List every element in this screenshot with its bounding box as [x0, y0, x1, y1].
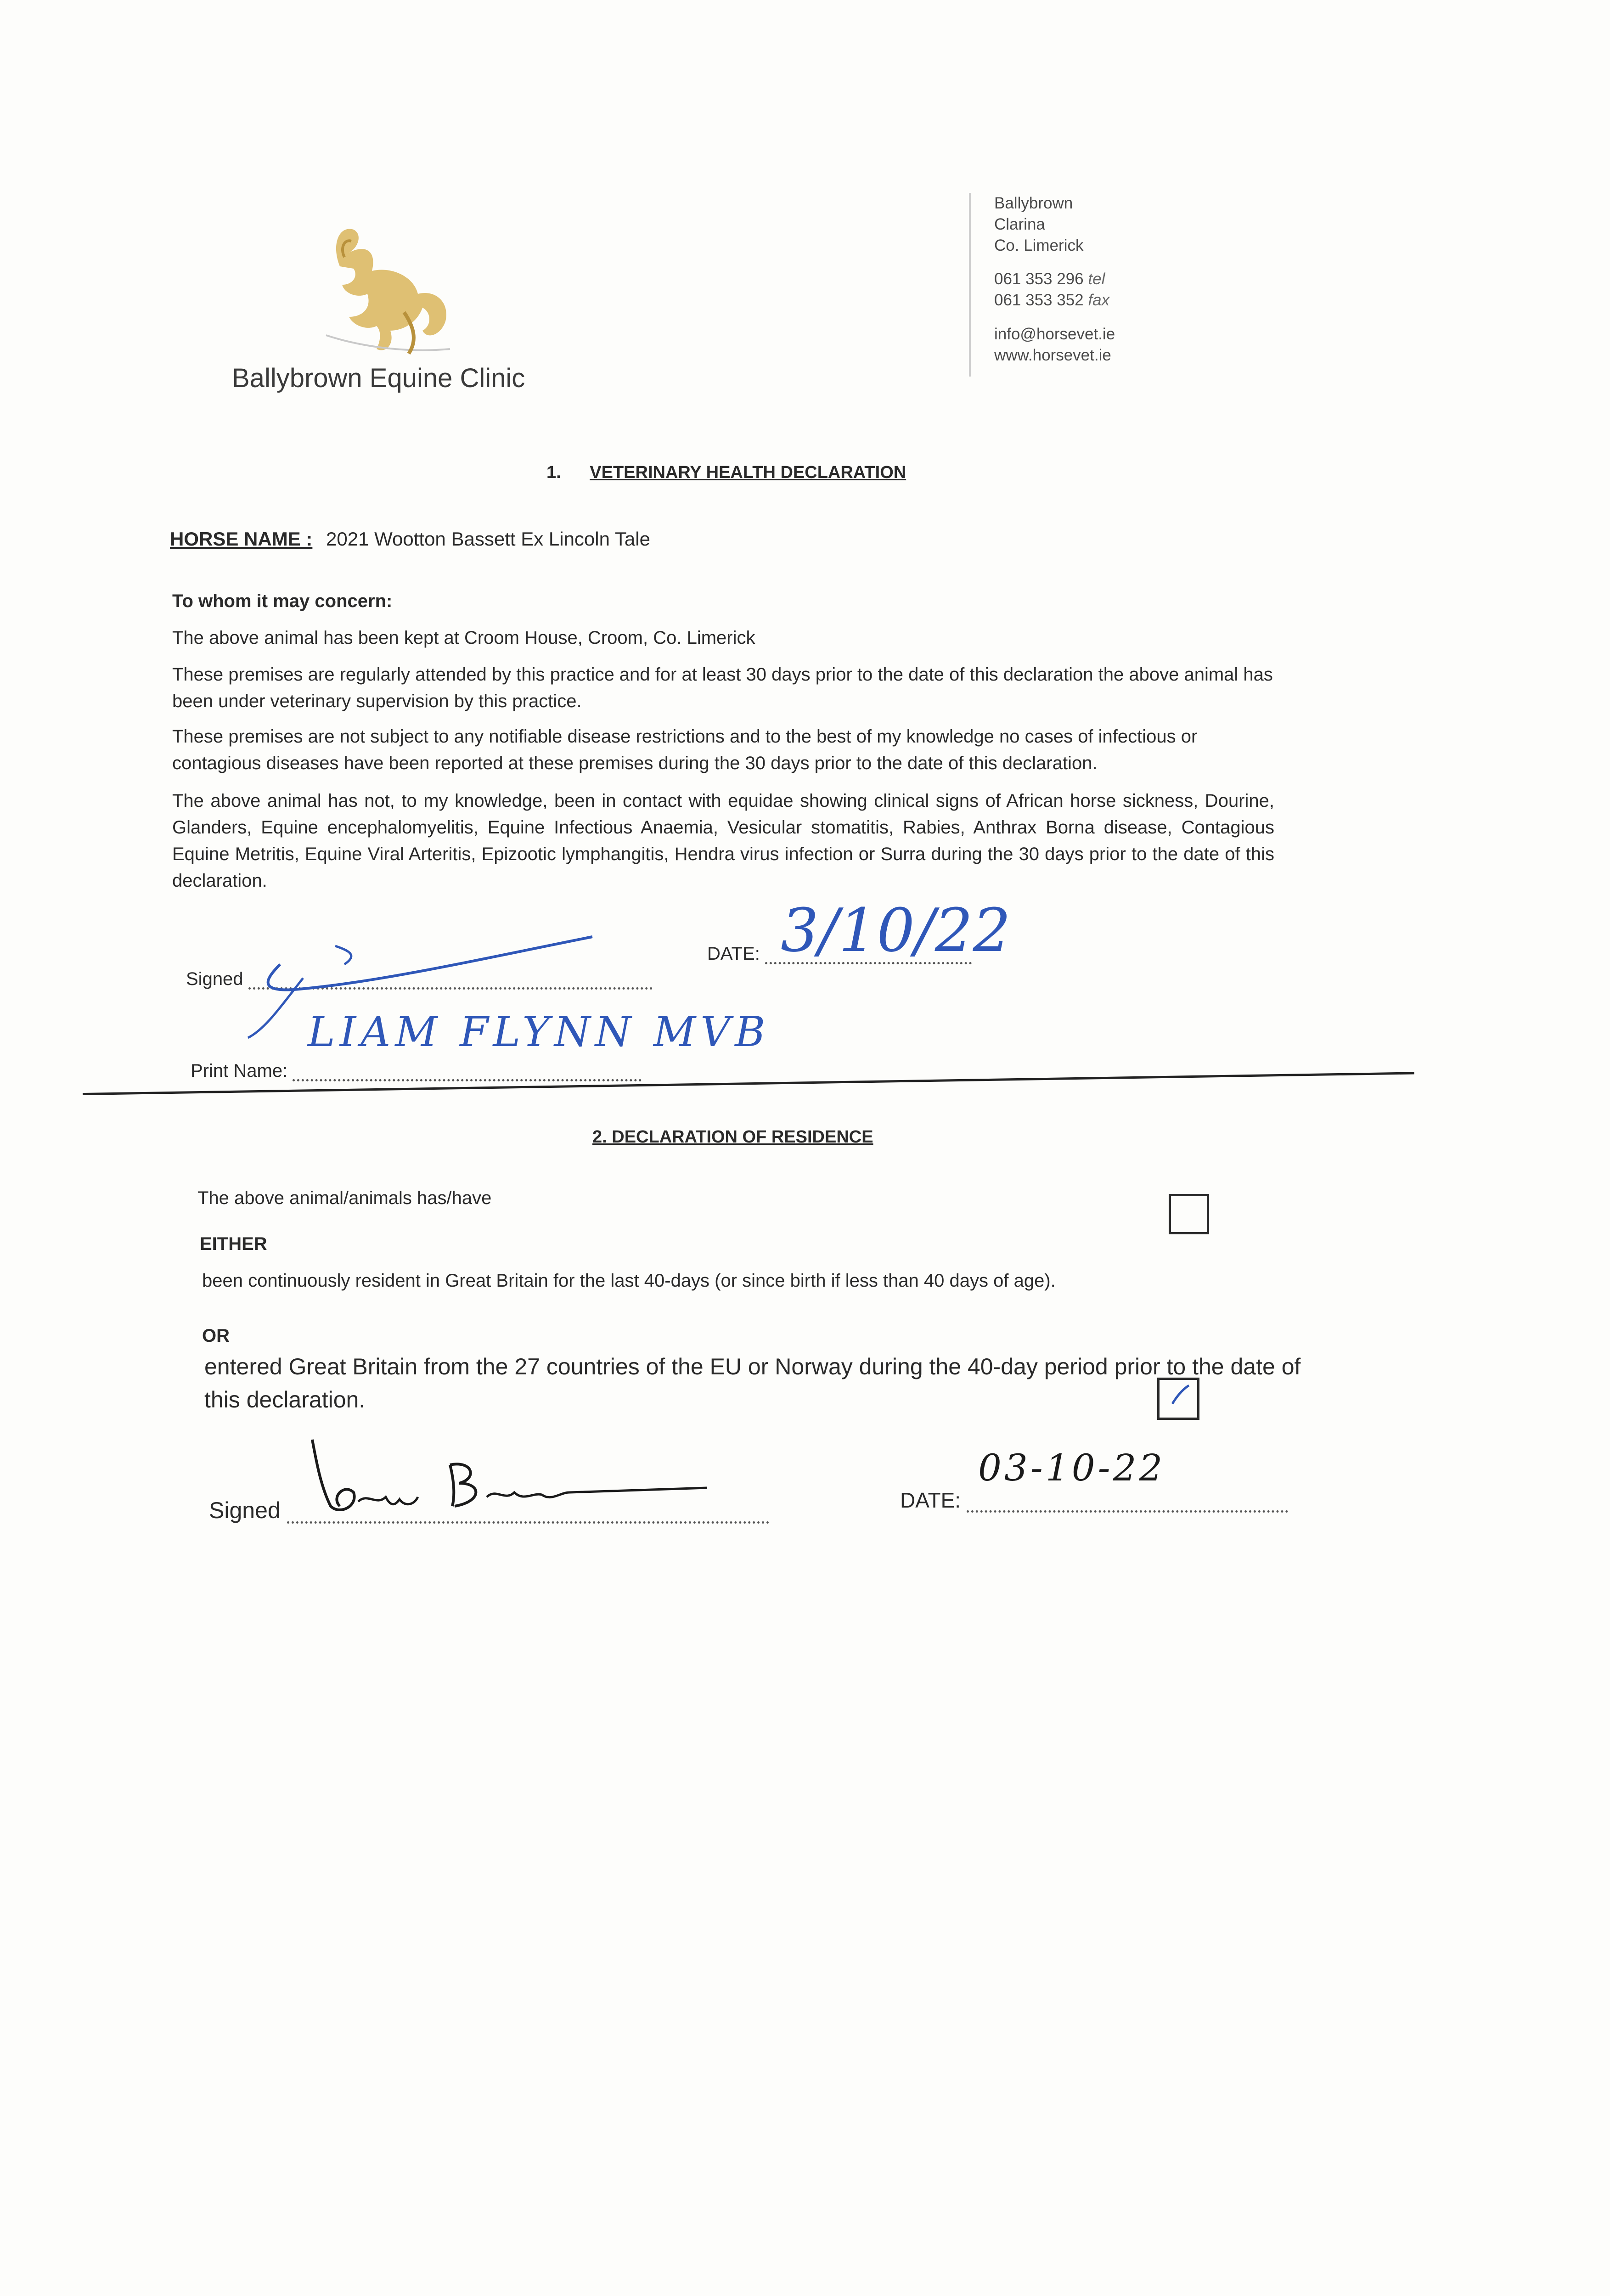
- owner-date-label: DATE:: [900, 1488, 961, 1512]
- fax-number: 061 353 352: [994, 291, 1084, 309]
- section1-heading: [546, 463, 906, 483]
- para-restrictions: These premises are not subject to any notifiable disease restrictions and to the best of my knowledge no cases of infectious or contagious diseases have been reported at these premises during the 30 days prior to the date of this declaration.: [172, 726, 1198, 773]
- horse-name-row: [170, 528, 650, 550]
- tel-label: tel: [1088, 270, 1105, 288]
- website-link[interactable]: www.horsevet.ie: [994, 346, 1111, 364]
- para-supervision: These premises are regularly attended by this practice and for at least 30 days prior to the date of this declaration the above animal has been under veterinary supervision by this practice.: [172, 664, 1273, 711]
- vet-date-label: DATE:: [707, 944, 760, 964]
- horse-logo-icon: [298, 216, 473, 372]
- address-line-3: Co. Limerick: [994, 236, 1084, 254]
- para-kept-at: The above animal has been kept at Croom House, Croom, Co. Limerick: [172, 628, 755, 648]
- print-name-field[interactable]: [191, 1061, 642, 1081]
- print-name-value: LIAM FLYNN MVB: [308, 1008, 770, 1056]
- tel-line: [994, 269, 1105, 290]
- either-label: EITHER: [200, 1234, 267, 1254]
- para-contact: The above animal has not, to my knowledge, been in contact with equidae showing clinical signs of African horse sickness, Dourine, Glanders, Equine encephalomyelitis, Equine Infectious Anaemia, Vesicular stomatitis, Rabies, Anthrax Borna disease, Contagious Equine Metritis, Equine Viral Arteritis, Epizootic lymphangitis, Hendra virus infection or Surra during the 30 days prior to the date of this declaration.: [172, 791, 1274, 891]
- owner-signature: [303, 1437, 716, 1529]
- or-label: OR: [202, 1326, 230, 1346]
- vet-date-value: 3/10/22: [781, 895, 1011, 965]
- address-line-2: Clarina: [994, 215, 1045, 233]
- horse-name-value: 2021 Wootton Bassett Ex Lincoln Tale: [326, 528, 650, 550]
- owner-date-value: 03-10-22: [978, 1446, 1165, 1489]
- horse-name-label: HORSE NAME :: [170, 528, 313, 550]
- option-resident-text: been continuously resident in Great Britain for the last 40-days (or since birth if less than 40 days of age).: [202, 1271, 1056, 1291]
- address-divider: [969, 193, 971, 377]
- checkmark-icon: [1160, 1380, 1197, 1418]
- owner-date-field[interactable]: [900, 1488, 1288, 1513]
- option-entered-text: entered Great Britain from the 27 countries of the EU or Norway during the 40-day period prior to the date of this declaration.: [204, 1354, 1301, 1412]
- resident-checkbox[interactable]: [1169, 1194, 1209, 1234]
- tel-number: 061 353 296: [994, 270, 1084, 288]
- owner-date-line: [967, 1497, 1288, 1513]
- clinic-logo: [298, 216, 473, 372]
- clinic-name: Ballybrown Equine Clinic: [232, 363, 525, 393]
- email-link[interactable]: info@horsevet.ie: [994, 325, 1115, 343]
- section2-title: 2. DECLARATION OF RESIDENCE: [592, 1127, 873, 1147]
- section2-intro: The above animal/animals has/have: [197, 1188, 492, 1208]
- fax-line: [994, 290, 1109, 311]
- entered-checkbox[interactable]: [1157, 1378, 1199, 1420]
- section1-number: 1.: [546, 463, 561, 482]
- section1-title: VETERINARY HEALTH DECLARATION: [590, 463, 906, 482]
- vet-signed-label: Signed: [186, 969, 243, 989]
- owner-signed-label: Signed: [209, 1497, 281, 1523]
- print-name-label: Print Name:: [191, 1061, 288, 1081]
- fax-label: fax: [1088, 291, 1110, 309]
- address-line-1: Ballybrown: [994, 194, 1073, 212]
- print-name-line: [293, 1065, 642, 1081]
- salutation: To whom it may concern:: [172, 591, 393, 611]
